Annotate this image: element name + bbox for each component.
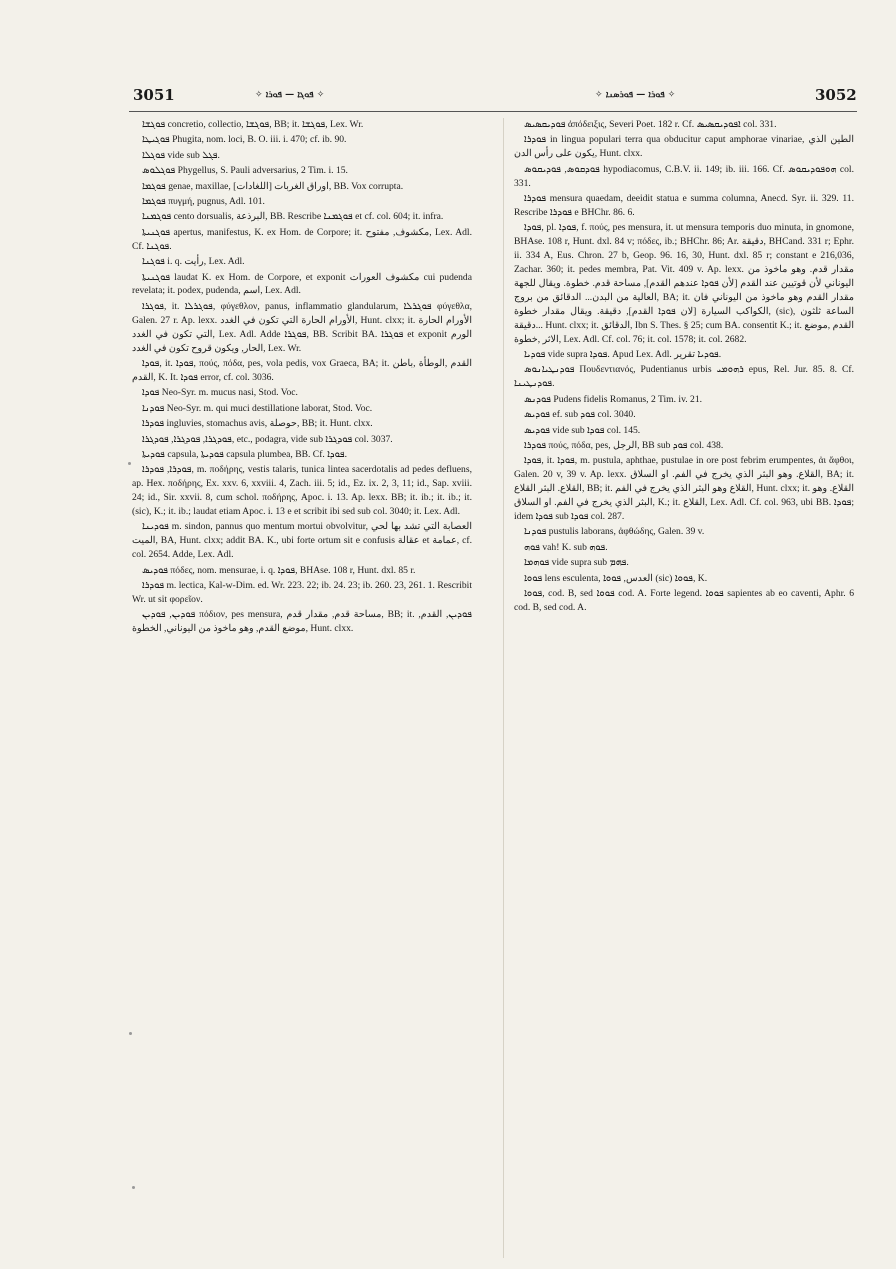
dictionary-entry: ܦܘܓܠܘܣ Phygellus, S. Pauli adversarius, 2 Tim. i. 15. [142,165,348,177]
left-column [132,118,472,638]
dictionary-entry: ܦܘܗܡܐ vide supra sub ܦܗܡ. [524,557,629,569]
dictionary-entry: ܦܘܕܪܐ mensura quaedam, deeidit statua e summa columna, Anecd. Syr. ii. 329. 11. Rescribe ܦܘܕܪܐ e BHChr. 86. 6. [514,193,854,218]
header-rule [129,111,857,112]
dictionary-entry: ܦܘܕܪܐ πούς, πόδα, pes, الرجل, BB sub ܦܘܕ col. 438. [524,439,724,451]
dictionary-entry: ܦܘܕܐ, it. ܦܘܕܐ, m. pustula, aphthae, pustulae in ore post febrim erumpentes, ἀι ἄφθοι, Galen. 20 v, 39 v. Ap. lexx. القلاع. وهو البثر الذي يخرج في الفم. او السلاق, BA; it. القلاع. البثر القلاع, BB; it. القلاع وهو البثر الذي يخرج في الفم, Hunt. clxx; it. القلاع. وهو البثر الذي يخرج في الفم. او السلاق, K.; it. القلاع, Lex. Adl. Cf. col. 963, ubi BB. ܦܘܕܐ; idem ܦܘܕܐ sub ܦܘܕܐ col. 287. [514,455,855,522]
dictionary-entry: ܦܘܕܝܣ ef. sub ܦܘܕ col. 3040. [524,409,636,421]
dictionary-entry: ܦܘܕܝܢܐ m. sindon, pannus quo mentum mortui obvolvitur, العصابة التي تشد بها لحي الميت, BA, Hunt. clxx; addit BA. K., ubi forte ortum sit e confusis عقالة et عمامة, cf. col. 2654. Adde, Lex. Adl. [132,521,472,561]
dictionary-entry: ܦܘܓܡܐ genae, maxillae, [اللغادات] اوراق الغربات, BB. Vox corrupta. [142,180,404,192]
dictionary-entry: ܦܘܓܢܝܬܐ laudat K. ex Hom. de Corpore, et exponit مكشوف العورات cui pudenda revelata; it. podex, pudenda, اسم, Lex. Adl. [132,271,472,297]
dictionary-entry: ܦܘܕܩܘܣ, ܦܘܕܝܩܘܣ hypodiacomus, C.B.V. ii. 149; ib. iii. 166. Cf. ܗܘܦܘܕܝܩܘܣ col. 331. [514,163,854,189]
left-running-title: ✧ ܦܘܓܐ — ܦܘܪܐ ✧ [255,90,325,100]
column-gutter [503,118,504,1258]
dictionary-entry: ܦܘܓܡܐ πυγμή, pugnus, Adl. 101. [142,196,265,208]
right-running-title: ✧ ܦܘܪܐ — ܦܘܪܣܢܐ ✧ [595,90,676,100]
dictionary-entry: ܦܘܓܝܛܐ Phugita, nom. loci, B. O. iii. i. 470; cf. ib. 90. [142,134,347,146]
dictionary-entry: ܦܘܓܠܐ vide sub ܦܓܠ. [142,149,220,161]
dictionary-entry: ܦܘܘܐ, cod. B, sed ܦܘܘܐ cod. A. Forte legend. ܦܘܘܐ sapientes ab eo caventi, Aphr. 6 cod. B, sed cod. A. [514,588,854,613]
dictionary-entry: ܦܘܓܡܢܐ cento dorsualis, البرذعة, BB. Rescribe ܦܘܓܡܢܐ et cf. col. 604; it. infra. [142,211,444,223]
left-page-number: 3051 [133,86,175,104]
dictionary-entry: ܦܘܕܝܣ πόδες, nom. mensurae, i. q. ܦܘܕܐ, BHAse. 108 r, Hunt. dxl. 85 r. [142,564,416,576]
dictionary-entry: ܦܘܕܪܐ in lingua populari terra qua obducitur caput amphorae vinariae, الطين الذي يكون على رأس الدن, Hunt. clxx. [514,134,854,160]
dictionary-entry: ܦܘܕܪܐ m. lectica, Kal-w-Dim. ed. Wr. 223. 22; ib. 24. 23; ib. 260. 23, 261. 1. Rescribit Wr. ut sit φορεῖον. [132,580,472,605]
dictionary-entry: ܦܘܓܪܐ, it. ܦܘܓܪܠܐ, φύγεθλον, panus, inflammatio glandularum, ܦܘܓܪܠܐ φύγεθλα, Galen. 27 r. Ap. lexx. الأورام الحارة التي تكون في الغدد, Hunt. clxx; it. الأورام الحارة التي تكون في الغدد, Lex. Adl. Adde ܦܘܓܪܐ, BB. Scribit BA. ܦܘܓܪܐ et exponit الورم الحار, ويكون قروح تكون في الغدد, Lex. Wr. [132,300,473,354]
dictionary-entry: ܦܘܘܐ lens esculenta, العدس, ܦܘܘܐ (sic) ܦܘܘܐ, K. [524,572,708,584]
dictionary-entry: ܦܘܕܪܐ, ܦܘܕܪܐ, m. ποδήρης, vestis talaris, tunica lintea sacerdotalis ad pedes defluens, ap. Hex. ποδήρης, Ex. xxv. 6, xxviii. 4, Zach. iii. 5; id., Ez. ix. 2, 3, 11; id., Sap. xviii. 24; id., Sir. xxvii. 8, cum schol. ποδήρης, Apoc. i. 13. Ap. lexx. BB; it. ib.; it. ib.; it. (sic), K.; it. ib.; laudat etiam Apoc. i. 13 e et scribit ibi sed sub col. 3040; it. Lex. Adl. [132,464,472,518]
dictionary-entry: ܦܘܕܐ, it. ܦܘܕܐ, πούς, πόδα, pes, vola pedis, vox Graeca, BA; it. القدم ,الوطأة ,باطن القدم, K. It. ܦܘܕܐ error, cf. col. 3036. [132,358,472,383]
dictionary-entry: ܦܘܕܢܛܝܐܢܘܣ Πουδεντιανός, Pudentianus urbis ܪܗܘܡܝ epus, Rel. Jur. 85. 8. Cf. ܦܘܕܢܛܝܢܐ. [514,364,855,390]
dictionary-entry: ܦܘܕܢܣ Pudens fidelis Romanus, 2 Tim. iv. 21. [524,393,703,405]
dictionary-entry: ܦܘܕܪܐ ingluvies, stomachus avis, حوصلة, BB; it. Hunt. clxx. [142,418,373,430]
dictionary-entry: ܦܘܓܢܐ i. q. رأيت, Lex. Adl. [142,256,245,268]
dictionary-entry: ܦܘܕܝܣ vide sub ܦܘܕܐ col. 145. [524,424,641,436]
dictionary-entry: ܦܘܓܢܝܬܐ apertus, manifestus, K. ex Hom. de Corpore; it. مكشوف, مفتوح, Lex. Adl. Cf. ܦܘܓܢܐ. [132,226,472,252]
dictionary-entry: ܦܘܕܝܢ, ܦܘܕܝܢ πόδιον, pes mensura, مساحة قدم, مقدار قدم, BB; it. ܦܘܕܝܢ, القدم, موضع القدم, وهو ماخوذ من اليوناني, الخطوة, Hunt. clxx. [132,609,472,635]
dictionary-entry: ܦܘܕܝܬܐ capsula, ܦܘܕܝܬܐ capsula plumbea, BB. Cf. ܦܘܕܐ. [142,448,348,460]
dictionary-entry: ܦܘܕܢܐ Neo-Syr. m. qui muci destillatione laborat, Stod. Voc. [142,402,373,414]
dictionary-entry: ܦܘܕܐ, pl. ܦܘܕܐ, f. πούς, pes mensura, it. ut mensura temporis duo minuta, in gnomone, BHAse. 108 r, Hunt. dxl. 84 v; πόδες, ib.; BHChr. 86; Ar. دقيقة, BHCand. 331 r; Ephr. ii. 334 A, Eus. Chron. 27 b, Geop. 96. 16, 30, Hunt. dxl. 85 r; constant e 216,036, Zachar. 360; it. pedes membra, Pat. Vit. 409 v. Ap. lexx. مقدار قدم. وهو ماخوذ من اليوناني لأن قوتيين عند القدم [لأن ܦܘܕܐ عندهم القدم], مساحة قدم. خطوة. ويقال للجهة العالية من البدن... الدقائق من بروج, BA; it. مقدار القدم وهو ماخوذ من اليوناني فان الكواكب السيارة [لان ܦܘܕܐ القدم], دقيقة. ويقال مقدار خطوة, (sic), الساعة ثلثون دقيقة... Hunt. clxx; it. الدقائق, Ibn S. Thes. § 25; cum BA. consentit K.; it. القدم ,موضع الاثر ,خطوة, Lex. Adl. Cf. col. 76; it. col. 1578; it. col. 2682. [514,222,854,345]
right-page-number: 3052 [815,86,857,104]
dictionary-entry: ܦܘܕܐ Neo-Syr. m. mucus nasi, Stod. Voc. [142,387,298,399]
dictionary-entry: ܦܘܕܢܐ pustulis laborans, ἀφθώδης, Galen. 39 v. [524,526,705,538]
dictionary-entry: ܦܘܕܓܪܐ, ܦܘܕܓܪܐ, ܦܘܕܓܪܐ, etc., podagra, vide sub ܦܘܕܓܪܐ col. 3037. [142,433,393,445]
page-speck [128,462,131,465]
page-speck [129,1032,132,1035]
dictionary-entry: ܦܘܕܝܩܣܝܣ ἀπόδειξις, Severi Poet. 182 r. Cf. ܐܦܘܕܝܩܣܝܣ col. 331. [524,119,777,130]
dictionary-entry: ܦܘܕܝܐ vide supra ܦܘܕܐ. Apud Lex. Adl. ܦܘܕܝܐ تقرير. [524,349,722,360]
dictionary-entry: ܦܘܗ vah! K. sub ܦܘܗ. [524,541,608,553]
dictionary-entry: ܦܘܓܫܐ concretio, collectio, ܦܘܓܫܐ, BB; it. ܦܘܓܫܐ, Lex. Wr. [142,119,364,130]
page-speck [132,1186,135,1189]
right-column [514,118,854,616]
